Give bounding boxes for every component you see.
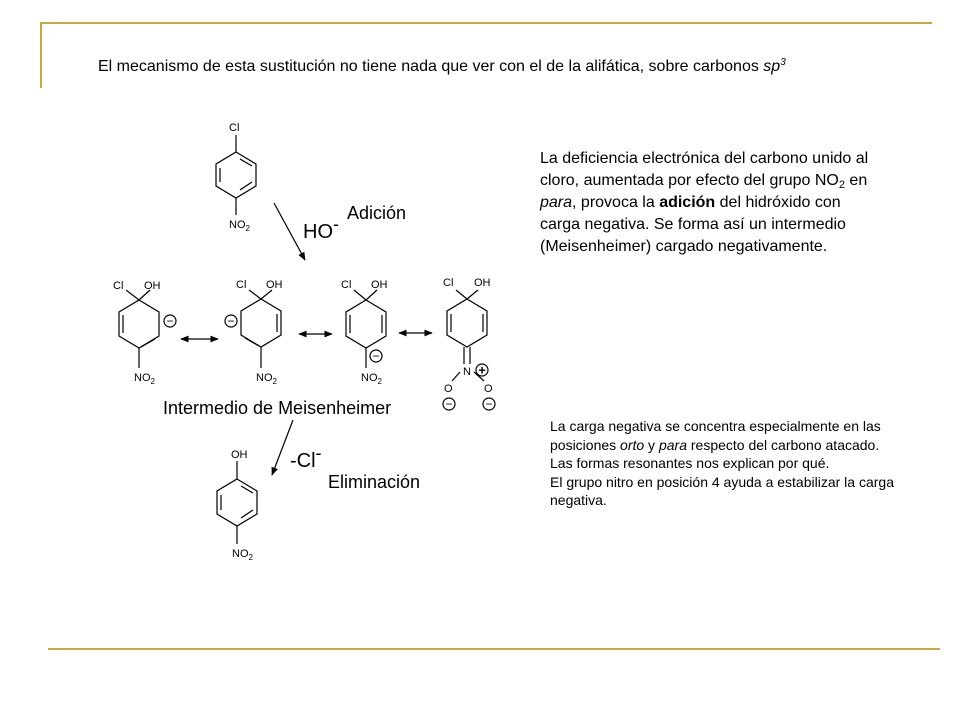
product-no [232,548,254,562]
note-l1b: y [644,436,659,453]
int4-o2: O [484,383,493,395]
note-l1a: La carga negativa se concentra especialmente en las posiciones [550,418,881,453]
int1-no [134,372,156,386]
title-sp: sp [763,58,781,75]
explanation-part3: , provoca la [572,194,660,211]
elimination-label: Eliminación [328,472,421,492]
int3-charge: − [372,349,380,363]
int2-no-text: NO [256,372,273,384]
chloride-charge: - [315,443,322,463]
reactant-cl: Cl [229,122,240,134]
int4-n: N [463,366,471,378]
chloride-text: -Cl [290,450,316,472]
explanation-part1: La deficiencia electrónica del carbono unido al cloro, aumentada por efecto del grupo NO [540,150,869,189]
addition-arrow [274,203,305,260]
reactant-no-text: NO [229,219,246,231]
intermediate-2-molecule [241,290,281,368]
hydroxide-reagent [303,214,339,243]
int3-no-sub: 2 [377,377,382,386]
int1-cl: Cl [113,280,124,292]
int4-cl: Cl [443,277,454,289]
chloride-leaving [290,443,322,472]
explanation-sub: 2 [838,179,845,191]
meisenheimer-label: Intermedio de Meisenheimer [163,398,392,418]
addition-label: Adición [347,203,407,223]
product-molecule [217,461,257,544]
title-sup: 3 [780,57,786,68]
reactant-no [229,219,251,233]
int3-cl: Cl [341,279,352,291]
intermediate-1-molecule [119,290,159,368]
reactant-no-sub: 2 [245,224,250,233]
int4-minus-2: − [485,397,493,411]
int2-no [256,372,278,386]
hydroxide-charge: - [333,214,339,234]
title-text: El mecanismo de esta sustitución no tiene nada que ver con el de la alifática, sobre carbonos [98,58,759,75]
int3-no [361,372,383,386]
product-no-sub: 2 [248,553,253,562]
int1-no-text: NO [134,372,151,384]
explanation-adicion: adición [659,194,716,211]
int2-oh: OH [266,279,283,291]
product-oh: OH [231,449,248,461]
int3-oh: OH [371,279,388,291]
int1-charge: − [166,314,174,328]
reactant-molecule [216,135,256,215]
hydroxide-text: HO [303,221,333,243]
note-line2: El grupo nitro en posición 4 ayuda a estabilizar la carga negativa. [550,473,894,508]
product-no-text: NO [232,548,249,560]
int4-minus-1: − [445,397,453,411]
int4-o1: O [444,383,453,395]
int1-no-sub: 2 [150,377,155,386]
int4-plus: + [478,362,486,378]
int2-cl: Cl [236,279,247,291]
explanation-part2: en [844,172,868,189]
note-orto: orto [620,436,645,453]
int2-no-sub: 2 [272,377,277,386]
int1-oh: OH [144,280,161,292]
int2-charge: − [227,314,235,328]
explanation-part4: del hidróxido con carga negativa. Se forma así un intermedio (Meisenheimer) cargado negativamente. [540,194,846,255]
intermediate-3-molecule [346,290,386,368]
note-para: para [658,436,687,453]
explanation-para: para [540,194,573,211]
int3-no-text: NO [361,372,378,384]
note-l1c: respecto del carbono atacado. Las formas resonantes nos explican por qué. [550,436,880,471]
int4-oh: OH [474,277,491,289]
